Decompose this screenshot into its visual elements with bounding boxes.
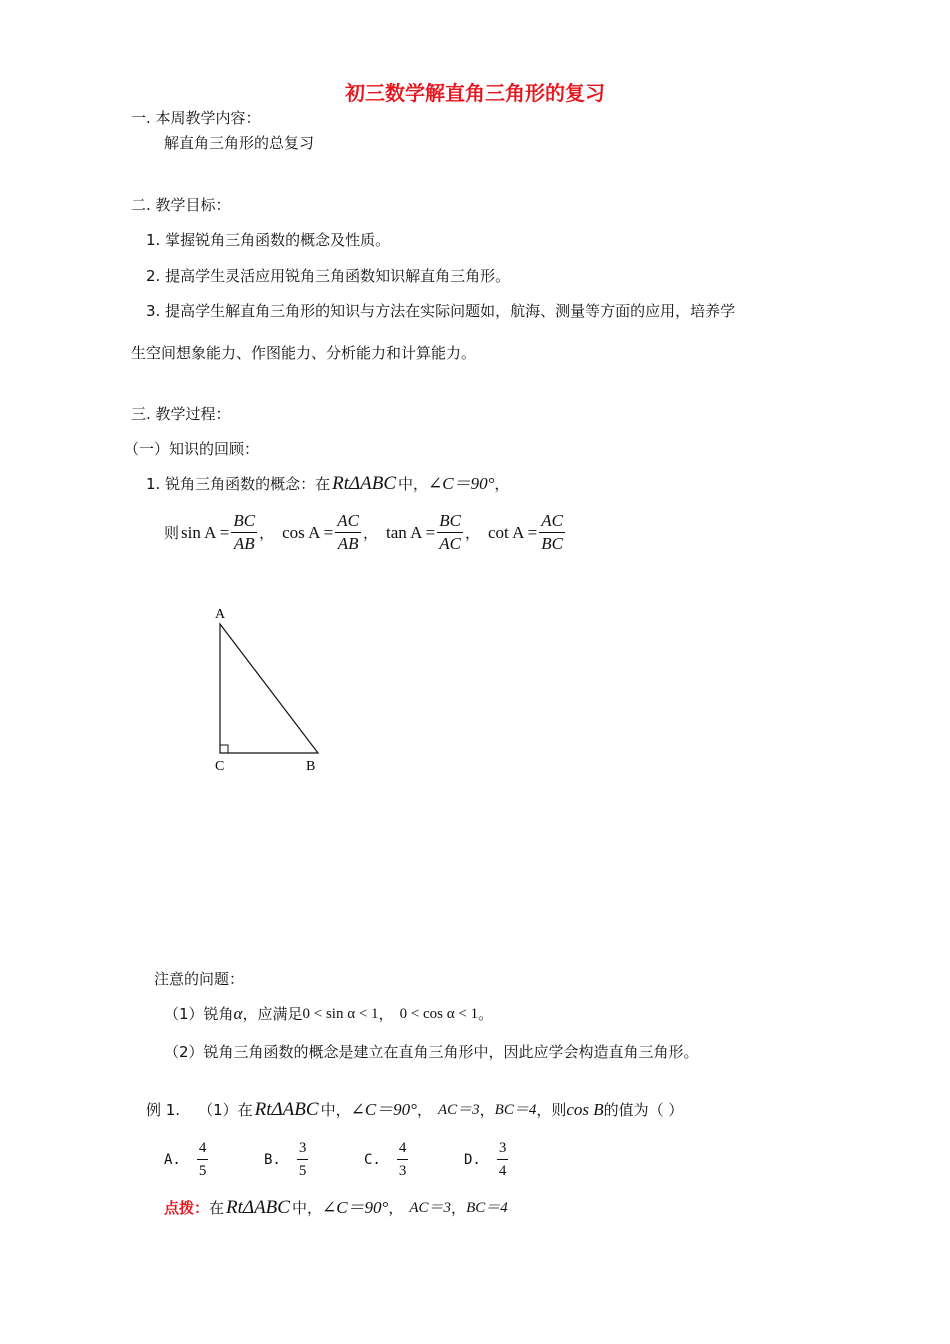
choice-b[interactable] — [264, 1137, 310, 1182]
choice-c-den: 3 — [398, 1163, 407, 1179]
objective-item-3: 3. 提高学生解直角三角形的知识与方法在实际问题如，航海、测量等方面的应用，培养学 — [146, 302, 736, 320]
vertex-label-b: B — [306, 759, 316, 774]
example1-tail: 的值为（ ） — [603, 1101, 684, 1119]
concept-line — [146, 474, 509, 494]
choice-d-label: D. — [464, 1151, 481, 1168]
right-angle-marker — [220, 745, 228, 753]
note1-ineq2: 0 < cos α < 1 — [399, 1006, 479, 1022]
sin-fraction — [231, 510, 257, 555]
example1-sep1: ， — [416, 1101, 432, 1119]
cos-den: AB — [337, 534, 359, 553]
cos-lhs: cos A = — [282, 522, 334, 542]
objective-item-3-cont: 生空间想象能力、作图能力、分析能力和计算能力。 — [131, 344, 477, 362]
cot-lhs: cot A = — [488, 522, 538, 542]
concept-comma: ， — [494, 475, 510, 493]
tan-num: BC — [437, 510, 463, 533]
right-triangle-diagram — [200, 600, 340, 780]
hint-label: 点拨： — [164, 1199, 210, 1217]
section1-content: 解直角三角形的总复习 — [164, 134, 315, 152]
objective-item-2: 2. 提高学生灵活应用锐角三角函数知识解直角三角形。 — [146, 267, 511, 285]
sin-sep: ， — [259, 523, 275, 542]
trig-formulas — [164, 510, 567, 555]
note-1 — [164, 1004, 493, 1024]
example1-sep2: ， — [479, 1101, 495, 1119]
knowledge-review-heading: （一）知识的回顾： — [124, 440, 260, 458]
concept-prefix: 1. 锐角三角函数的概念：在 — [146, 475, 331, 493]
formula-ze: 则 — [164, 523, 180, 542]
cot-num: AC — [539, 510, 565, 533]
hint-zhong: 中， — [291, 1199, 322, 1217]
sin-lhs: sin A = — [181, 522, 230, 542]
tan-fraction — [437, 510, 463, 555]
example1-zhong: 中， — [320, 1101, 351, 1119]
tan-lhs: tan A = — [386, 522, 436, 542]
choice-a-num: 4 — [197, 1137, 209, 1160]
cot-fraction — [539, 510, 565, 555]
choice-a-fraction — [197, 1137, 209, 1182]
choice-a-den: 5 — [198, 1163, 207, 1179]
choice-c-label: C. — [364, 1151, 381, 1168]
example1-rt-abc: RtΔABC — [254, 1099, 319, 1120]
sin-num: BC — [231, 510, 257, 533]
note1-mid: ，应满足 — [242, 1005, 303, 1023]
choice-a[interactable] — [164, 1137, 210, 1182]
choice-b-fraction — [297, 1137, 309, 1182]
choice-a-label: A. — [164, 1151, 181, 1168]
triangle-shape — [220, 624, 318, 753]
choice-b-den: 5 — [298, 1163, 307, 1179]
cos-num: AC — [335, 510, 361, 533]
example1-question — [146, 1100, 683, 1120]
concept-zhong: 中， — [398, 475, 429, 493]
notes-heading: 注意的问题： — [154, 970, 245, 988]
choice-d-fraction — [497, 1137, 509, 1182]
page-title: 初三数学解直角三角形的复习 — [345, 81, 605, 105]
choice-c[interactable] — [364, 1137, 410, 1182]
note1-prefix: （1）锐角 — [164, 1005, 234, 1023]
sin-den: AB — [233, 534, 255, 553]
cos-fraction — [335, 510, 361, 555]
note1-alpha: α — [233, 1004, 243, 1023]
tan-sep: ， — [465, 523, 481, 542]
choice-d-num: 3 — [497, 1137, 509, 1160]
example1-part: （1）在 — [198, 1101, 253, 1119]
note1-end: 。 — [478, 1005, 494, 1023]
hint-bc: BC＝4 — [466, 1200, 508, 1216]
section2-heading: 二. 教学目标： — [131, 196, 231, 214]
choice-b-num: 3 — [297, 1137, 309, 1160]
note1-ineq1: 0 < sin α < 1 — [302, 1006, 379, 1022]
choice-c-num: 4 — [397, 1137, 409, 1160]
example1-angle-c: ∠C＝90° — [350, 1100, 417, 1119]
vertex-label-c: C — [215, 759, 225, 774]
section3-heading: 三. 教学过程： — [131, 405, 231, 423]
hint-sep2: ， — [451, 1199, 467, 1217]
angle-c: ∠C＝90° — [428, 474, 495, 493]
hint-rt-abc: RtΔABC — [226, 1197, 290, 1218]
choice-d-den: 4 — [498, 1163, 507, 1179]
example1-ac: AC＝3 — [437, 1102, 480, 1118]
vertex-label-a: A — [215, 607, 226, 622]
cos-sep: ， — [362, 523, 378, 542]
hint-ac: AC＝3 — [409, 1200, 452, 1216]
example1-label: 例 1. — [146, 1101, 181, 1119]
note1-ineq-sep: ， — [378, 1005, 394, 1023]
hint-angle-c: ∠C＝90° — [321, 1198, 389, 1217]
note-2: （2）锐角三角函数的概念是建立在直角三角形中，因此应学会构造直角三角形。 — [164, 1043, 699, 1061]
choice-d[interactable] — [464, 1137, 510, 1182]
tan-den: AC — [439, 534, 461, 553]
example1-cosb: cos B — [566, 1100, 604, 1119]
hint-prefix: 在 — [209, 1199, 225, 1217]
cot-den: BC — [541, 534, 564, 553]
objective-item-1: 1. 掌握锐角三角函数的概念及性质。 — [146, 231, 391, 249]
choice-b-label: B. — [264, 1151, 281, 1168]
rt-abc: RtΔABC — [332, 473, 397, 494]
hint-sep1: ， — [388, 1199, 404, 1217]
example1-bc: BC＝4 — [494, 1102, 537, 1118]
example1-then: ，则 — [536, 1101, 567, 1119]
section1-heading: 一. 本周教学内容： — [131, 109, 261, 127]
hint-line — [164, 1198, 508, 1218]
choice-c-fraction — [397, 1137, 409, 1182]
